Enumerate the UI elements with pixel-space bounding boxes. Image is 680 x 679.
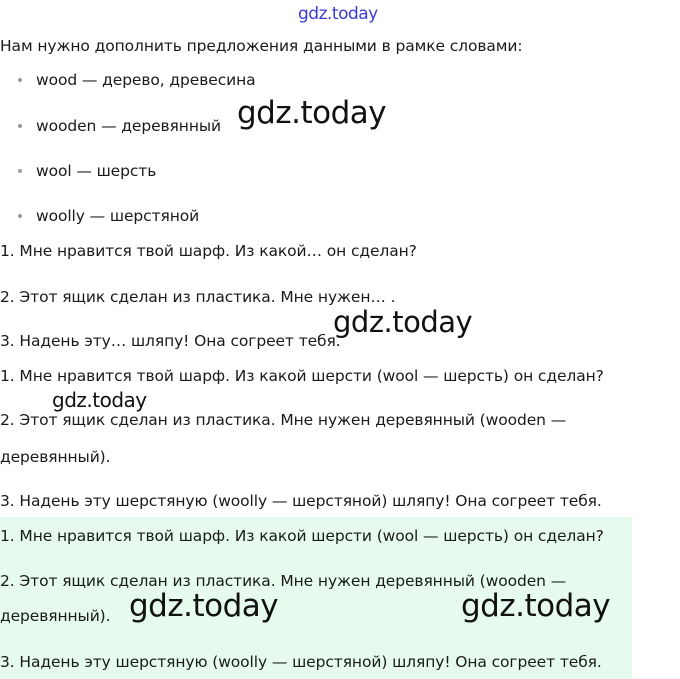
watermark: gdz.today [52, 388, 147, 412]
bullet-icon [18, 214, 22, 218]
watermark: gdz.today [237, 95, 387, 131]
vocab-item: wooden — деревянный [36, 117, 221, 135]
answer-line: 2. Этот ящик сделан из пластика. Мне нужен деревянный (wooden — [0, 572, 567, 590]
watermark: gdz.today [129, 588, 279, 624]
vocab-item: wool — шерсть [36, 162, 157, 180]
bullet-icon [18, 169, 22, 173]
watermark: gdz.today [333, 305, 473, 339]
solution-line: 3. Надень эту шерстяную (woolly — шерстяной) шляпу! Она согреет тебя. [0, 492, 602, 510]
intro-text: Нам нужно дополнить предложения данными в рамке словами: [0, 37, 523, 55]
solution-line: деревянный). [0, 448, 111, 466]
answer-line: деревянный). [0, 607, 111, 625]
vocab-item: woolly — шерстяной [36, 207, 200, 225]
task-line: 2. Этот ящик сделан из пластика. Мне нужен… . [0, 288, 396, 306]
answer-line: 1. Мне нравится твой шарф. Из какой шерсти (wool — шерсть) он сделан? [0, 527, 604, 545]
vocab-item: wood — дерево, древесина [36, 71, 256, 89]
solution-line: 1. Мне нравится твой шарф. Из какой шерсти (wool — шерсть) он сделан? [0, 367, 604, 385]
watermark: gdz.today [461, 588, 611, 624]
task-line: 1. Мне нравится твой шарф. Из какой… он сделан? [0, 242, 417, 260]
task-line: 3. Надень эту… шляпу! Она согреет тебя. [0, 332, 341, 350]
watermark-top: gdz.today [298, 4, 378, 24]
answer-line: 3. Надень эту шерстяную (woolly — шерстяной) шляпу! Она согреет тебя. [0, 653, 602, 671]
solution-line: 2. Этот ящик сделан из пластика. Мне нужен деревянный (wooden — [0, 411, 567, 429]
bullet-icon [18, 124, 22, 128]
bullet-icon [18, 78, 22, 82]
